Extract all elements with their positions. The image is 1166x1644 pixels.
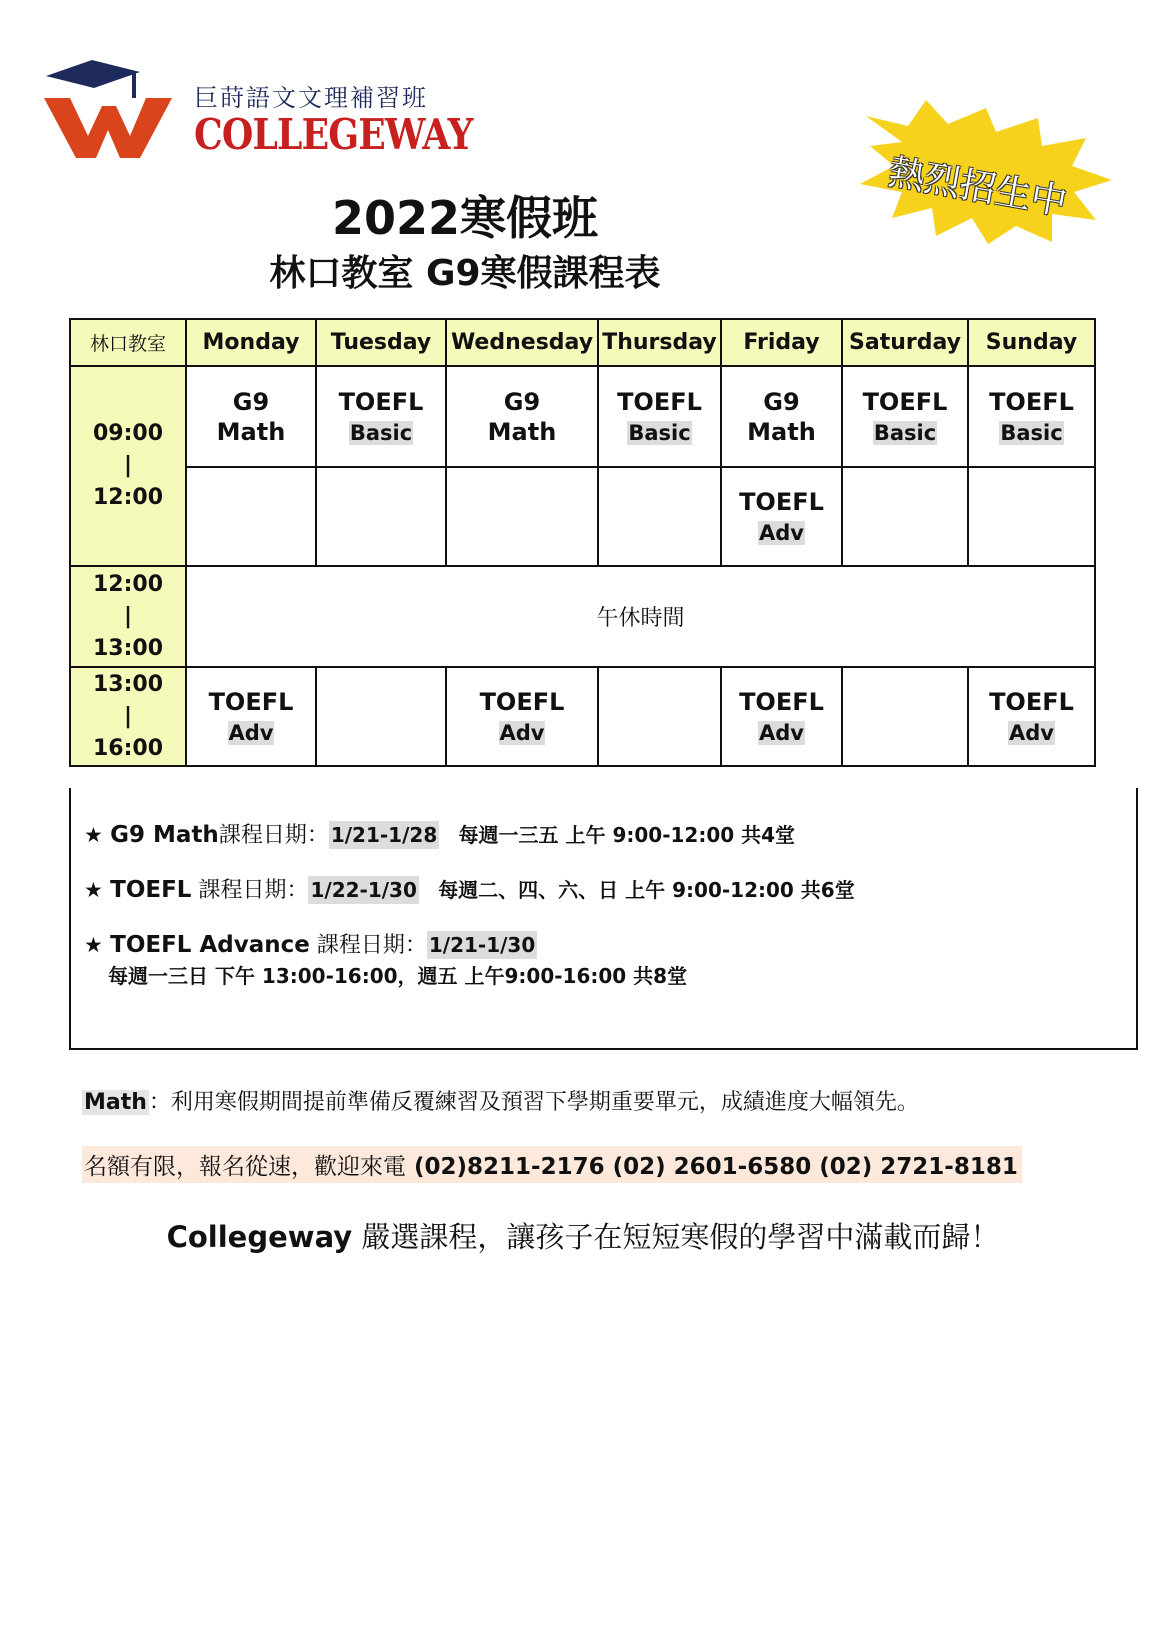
class-name: G9 <box>503 387 541 416</box>
class-level: Adv <box>499 720 545 745</box>
class-name: TOEFL <box>479 687 565 716</box>
class-level: Basic <box>628 420 691 445</box>
class-cell <box>721 467 842 566</box>
class-name: TOEFL <box>862 387 948 416</box>
schedule-table <box>69 318 1096 767</box>
class-name: TOEFL <box>989 387 1074 416</box>
class-name: TOEFL <box>989 687 1074 716</box>
class-level: Math <box>216 417 286 446</box>
class-cell <box>186 467 316 566</box>
class-level: Adv <box>228 720 274 745</box>
day-header: Sunday <box>968 319 1095 366</box>
page-title: 2022寒假班 <box>331 191 599 245</box>
class-cell <box>446 366 598 467</box>
class-name: G9 <box>763 387 800 416</box>
afternoon-row <box>70 667 1095 766</box>
day-header: Thursday <box>598 319 721 366</box>
time-slot-lunch: 12:00 | 13:00 <box>70 566 186 667</box>
class-name: TOEFL <box>739 487 824 516</box>
badge-text: 熱烈招生中 <box>885 151 1070 224</box>
page-subtitle: 林口教室 G9寒假課程表 <box>269 253 661 294</box>
class-cell <box>446 667 598 766</box>
class-cell <box>598 366 721 467</box>
course-notes <box>69 788 1138 1050</box>
slogan: Collegeway 嚴選課程，讓孩子在短短寒假的學習中滿載而歸！ <box>166 1220 1000 1254</box>
day-header: Monday <box>186 319 316 366</box>
logo-chinese-name: 巨莳語文文理補習班 <box>194 84 428 112</box>
note-g9-math: ★ G9 Math課程日期： 1/21-1/28 每週一三五 上午 9:00-12:00 共4堂 <box>84 822 796 848</box>
day-header: Wednesday <box>446 319 598 366</box>
corner-label: 林口教室 <box>70 319 186 366</box>
class-cell <box>968 366 1095 467</box>
class-cell <box>721 366 842 467</box>
class-cell <box>186 667 316 766</box>
note-toefl: ★ TOEFL 課程日期： 1/22-1/30 每週二、四、六、日 上午 9:00-12:00 共6堂 <box>84 877 855 903</box>
class-cell <box>598 467 721 566</box>
class-cell <box>316 467 446 566</box>
graduation-w-icon <box>44 58 194 168</box>
time-slot-afternoon: 13:00 | 16:00 <box>70 667 186 766</box>
class-cell <box>842 467 968 566</box>
class-name: G9 <box>232 387 270 416</box>
class-cell <box>842 366 968 467</box>
lunch-break: 午休時間 <box>186 566 1095 667</box>
class-cell <box>968 467 1095 566</box>
class-level: Math <box>747 417 816 446</box>
class-cell <box>446 467 598 566</box>
class-cell <box>968 667 1095 766</box>
class-cell <box>316 667 446 766</box>
class-level: Adv <box>1009 720 1054 745</box>
class-name: TOEFL <box>739 687 824 716</box>
time-slot-morning: 09:00 | 12:00 <box>70 366 186 566</box>
class-level: Adv <box>759 720 804 745</box>
class-cell <box>316 366 446 467</box>
class-level: Basic <box>873 420 937 445</box>
class-cell <box>186 366 316 467</box>
class-cell <box>721 667 842 766</box>
contact-info: 名額有限，報名從速，歡迎來電 (02)8211-2176 (02) 2601-6580 (02) 2721-8181 <box>82 1146 1022 1183</box>
note-toefl-advance: ★ TOEFL Advance 課程日期： 1/21-1/30 <box>84 932 536 958</box>
class-name: TOEFL <box>338 387 424 416</box>
class-name: TOEFL <box>617 387 702 416</box>
day-header: Tuesday <box>316 319 446 366</box>
phone-numbers: (02)8211-2176 (02) 2601-6580 (02) 2721-8181 <box>414 1154 1018 1180</box>
logo-english-name: COLLEGEWAY <box>194 110 473 159</box>
class-cell <box>842 667 968 766</box>
class-name: TOEFL <box>208 687 294 716</box>
class-cell <box>598 667 721 766</box>
class-level: Adv <box>759 520 804 545</box>
day-header: Friday <box>721 319 842 366</box>
collegeway-logo <box>44 58 473 168</box>
class-level: Basic <box>349 420 413 445</box>
class-level: Basic <box>1000 420 1063 445</box>
star-icon: ★ <box>84 878 103 902</box>
header-row <box>70 319 1095 366</box>
lunch-row <box>70 566 1095 667</box>
math-description: Math：利用寒假期間提前準備反覆練習及預習下學期重要單元，成績進度大幅領先。 <box>84 1090 919 1115</box>
note-toefl-advance-detail: 每週一三日 下午 13:00-16:00，週五 上午9:00-16:00 共8堂 <box>108 964 688 988</box>
star-icon: ★ <box>84 933 103 957</box>
star-icon: ★ <box>84 823 103 847</box>
morning-row-1 <box>70 366 1095 467</box>
morning-row-2 <box>70 467 1095 566</box>
class-level: Math <box>487 417 557 446</box>
day-header: Saturday <box>842 319 968 366</box>
